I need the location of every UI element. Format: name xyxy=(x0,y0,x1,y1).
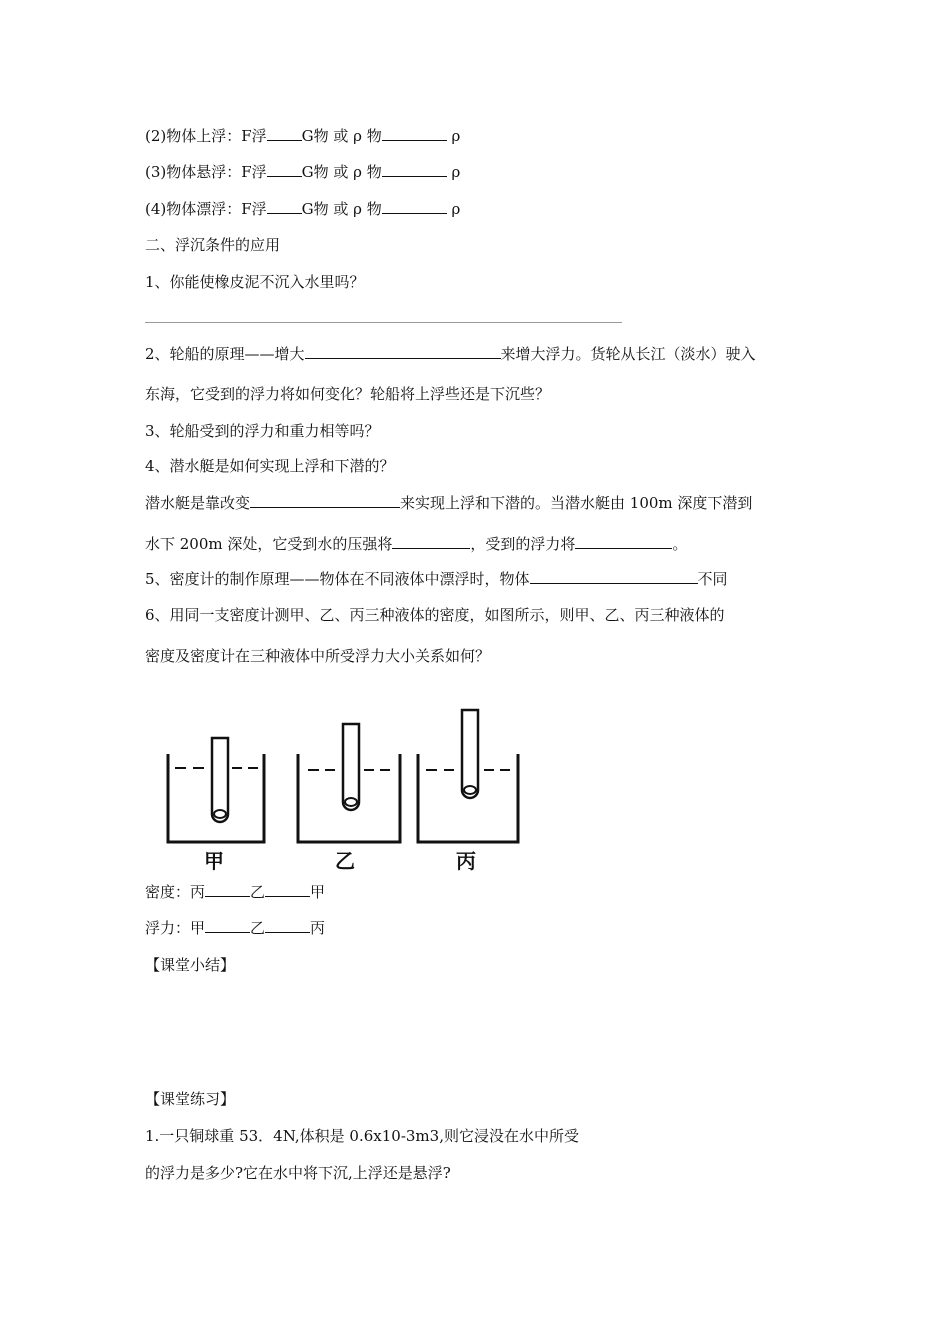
answer-blank[interactable] xyxy=(530,569,698,584)
buoyancy-answer: 浮力：甲 乙 丙 xyxy=(145,919,326,937)
beaker-jia xyxy=(168,738,264,842)
figure-label-yi: 乙 xyxy=(335,849,355,873)
question-6: 6、用同一支密度计测甲、乙、丙三种液体的密度，如图所示，则甲、乙、丙三种液体的 xyxy=(145,606,725,624)
answer-blank[interactable] xyxy=(382,126,447,141)
question-3: 3、轮船受到的浮力和重力相等吗？ xyxy=(145,422,380,440)
figure-label-jia: 甲 xyxy=(204,849,224,873)
condition-suspend: (3)物体悬浮：F浮 G物 或 ρ 物 ρ xyxy=(145,163,461,181)
answer-blank[interactable] xyxy=(265,882,310,897)
class-practice-heading: 【课堂练习】 xyxy=(145,1090,236,1108)
answer-blank[interactable] xyxy=(392,534,470,549)
question-5: 5、密度计的制作原理——物体在不同液体中漂浮时，物体 不同 xyxy=(145,570,728,588)
answer-blank[interactable] xyxy=(267,126,302,141)
answer-blank[interactable] xyxy=(265,918,310,933)
practice-question-1-cont: 的浮力是多少?它在水中将下沉,上浮还是悬浮? xyxy=(145,1164,451,1182)
answer-blank[interactable] xyxy=(267,162,302,177)
condition-floating: (4)物体漂浮：F浮 G物 或 ρ 物 ρ xyxy=(145,200,461,218)
hydrometer-figure xyxy=(160,702,530,877)
answer-blank[interactable] xyxy=(205,918,250,933)
answer-blank[interactable] xyxy=(205,882,250,897)
question-4: 4、潜水艇是如何实现上浮和下潜的？ xyxy=(145,457,395,475)
question-4-answer: 潜水艇是靠改变 来实现上浮和下潜的。当潜水艇由 100m 深度下潜到 xyxy=(145,494,753,512)
question-4-answer-cont: 水下 200m 深处，它受到水的压强将 ，受到的浮力将 。 xyxy=(145,535,688,553)
answer-blank[interactable] xyxy=(305,344,501,359)
question-1: 1、你能使橡皮泥不沉入水里吗？ xyxy=(145,273,365,291)
figure-label-bing: 丙 xyxy=(456,849,476,873)
question-2: 2、轮船的原理——增大 来增大浮力。货轮从长江（淡水）驶入 xyxy=(145,345,756,363)
question-6-cont: 密度及密度计在三种液体中所受浮力大小关系如何？ xyxy=(145,647,491,665)
beaker-bing xyxy=(418,710,518,842)
question-2-cont: 东海，它受到的浮力将如何变化？轮船将上浮些还是下沉些？ xyxy=(145,385,551,403)
beaker-yi xyxy=(298,724,400,842)
class-summary-heading: 【课堂小结】 xyxy=(145,956,236,974)
practice-question-1: 1.一只铜球重 53．4N,体积是 0.6x10-3m3,则它浸没在水中所受 xyxy=(145,1127,579,1145)
condition-float-up: (2)物体上浮：F浮 G物 或 ρ 物 ρ xyxy=(145,127,461,145)
answer-blank[interactable] xyxy=(382,162,447,177)
section-heading: 二、浮沉条件的应用 xyxy=(145,236,281,254)
answer-blank[interactable] xyxy=(267,199,302,214)
answer-blank[interactable] xyxy=(250,493,400,508)
answer-line[interactable] xyxy=(145,322,622,323)
answer-blank[interactable] xyxy=(382,199,447,214)
density-answer: 密度：丙 乙 甲 xyxy=(145,883,326,901)
answer-blank[interactable] xyxy=(575,534,672,549)
